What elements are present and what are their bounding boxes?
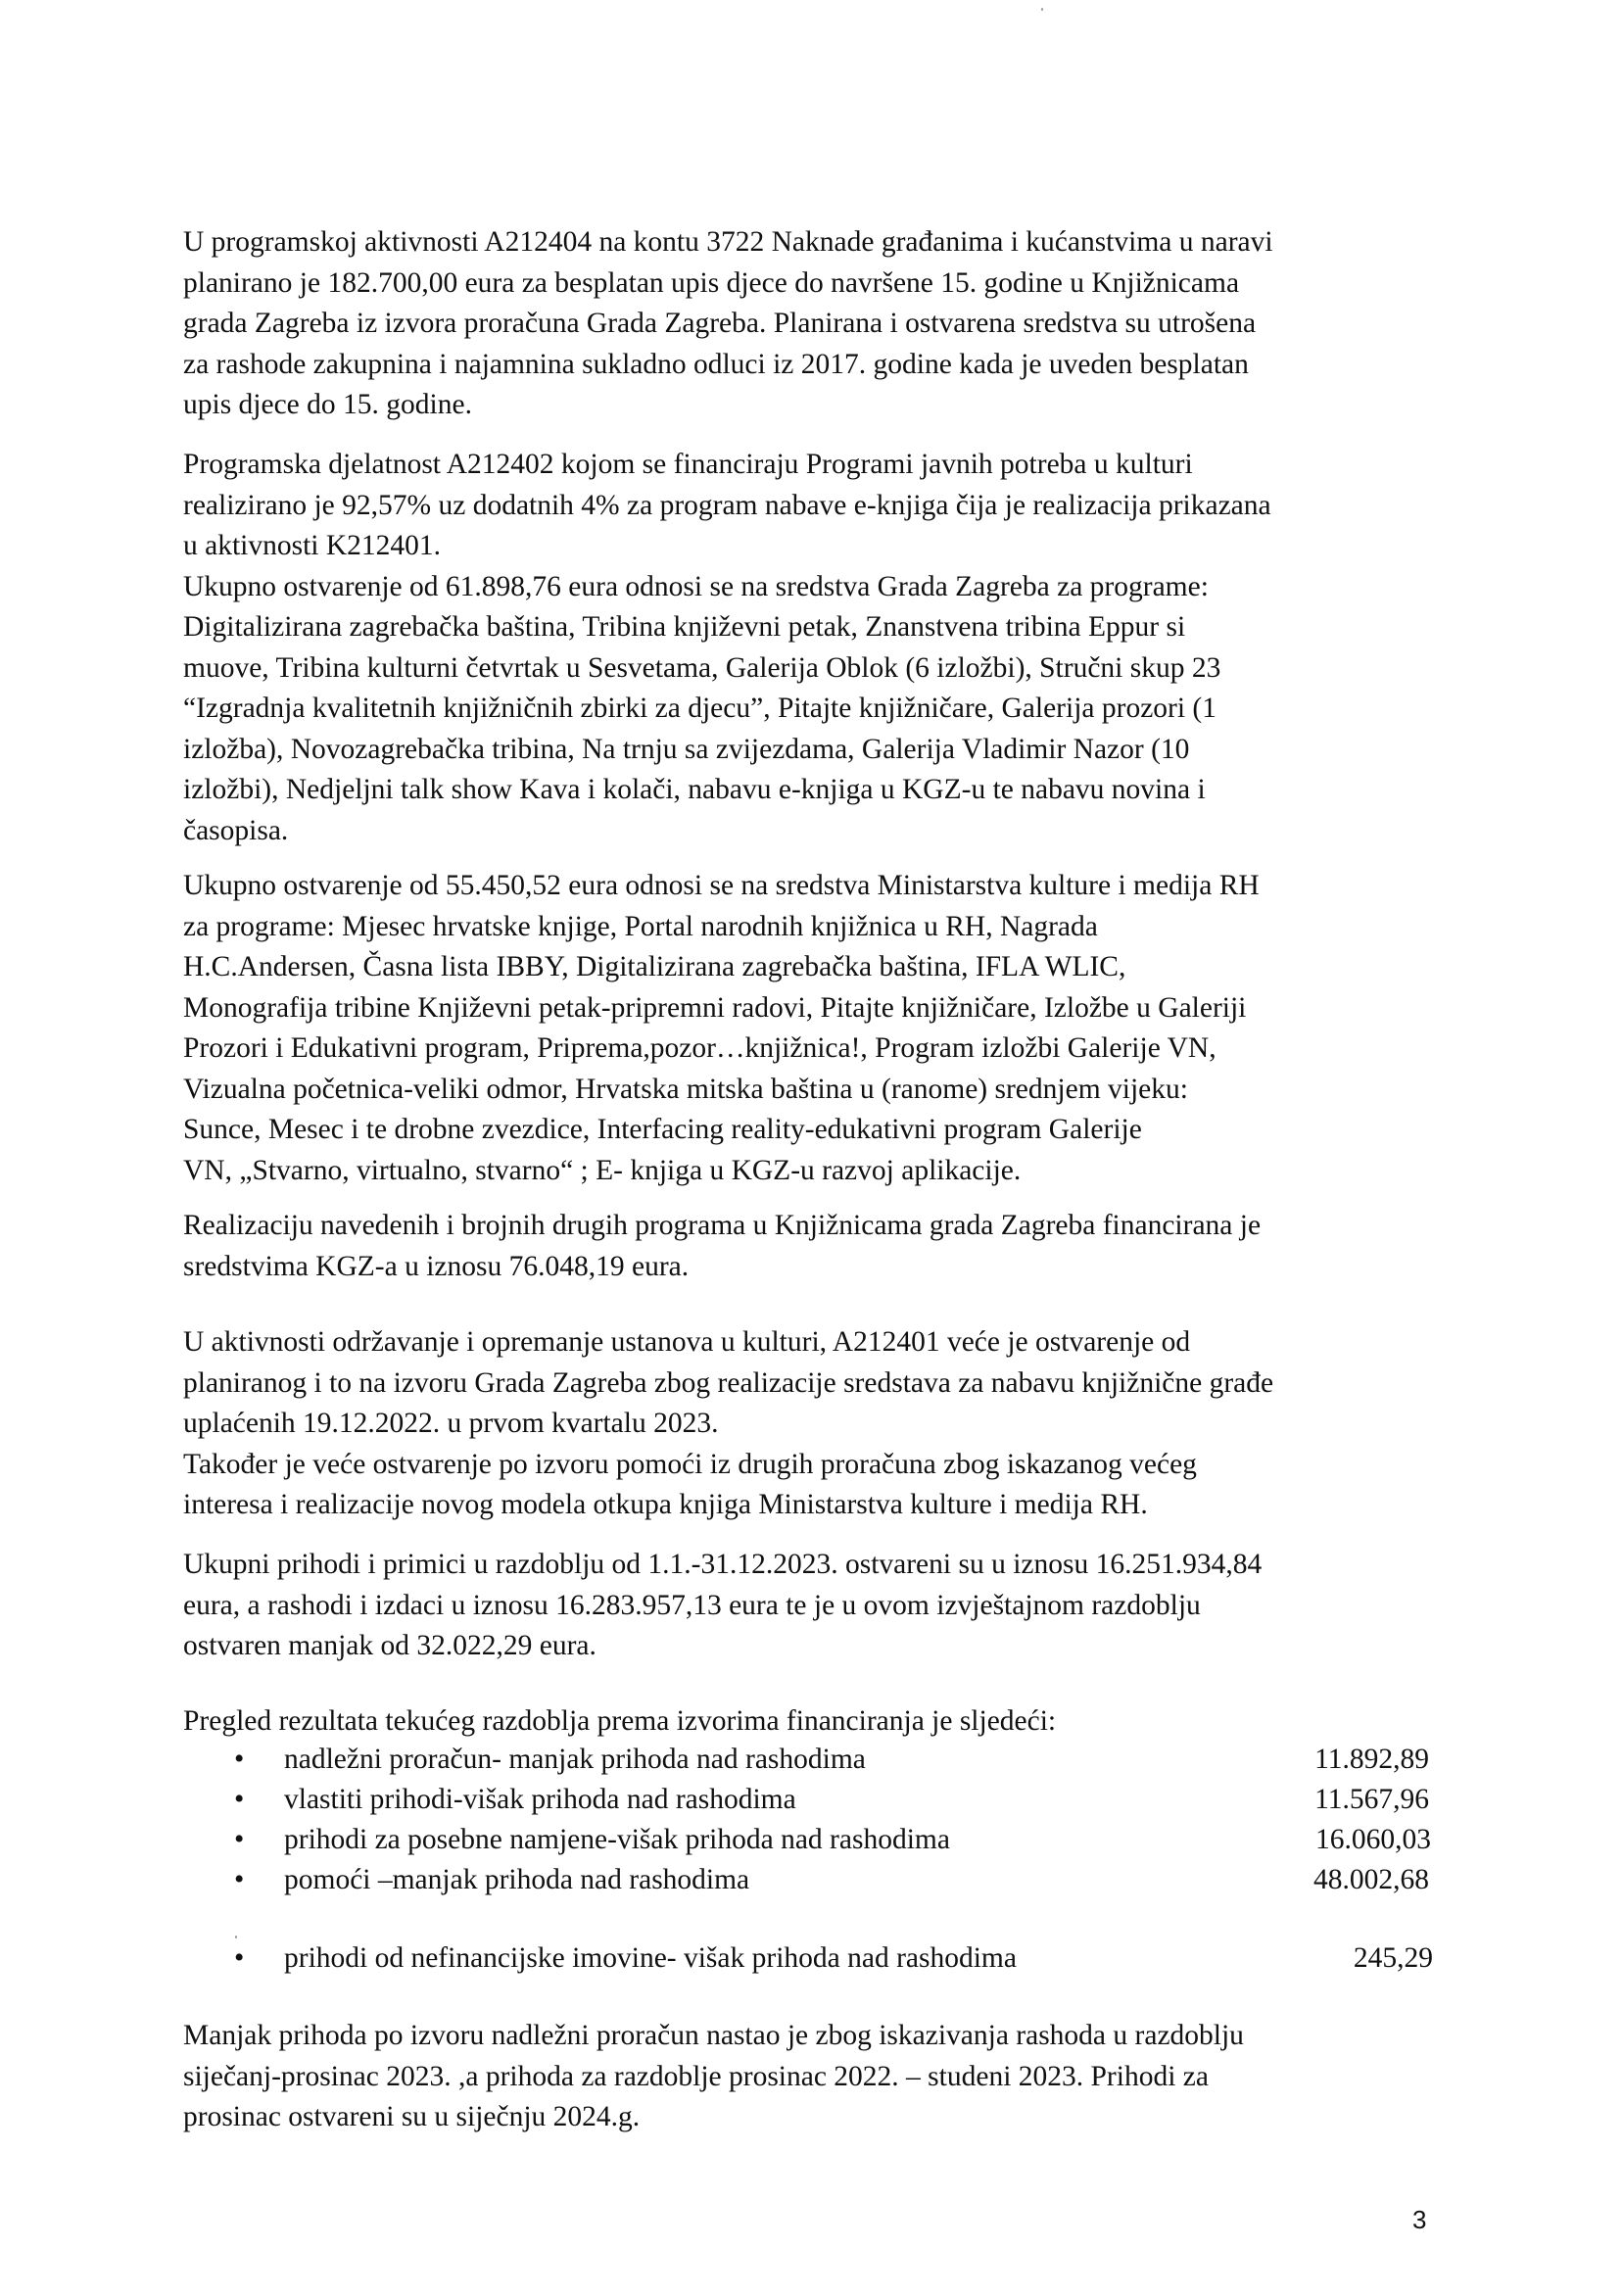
paragraph-6	[183, 1545, 1447, 1667]
text-line: Digitalizirana zagrebačka baština, Tribina književni petak, Znanstvena tribina Eppur si	[183, 611, 1186, 643]
text-line: realizirano je 92,57% uz dodatnih 4% za program nabave e-knjiga čija je realizacija prikazana	[183, 489, 1271, 521]
text-line: uplaćenih 19.12.2022. u prvom kvartalu 2023.	[183, 1408, 719, 1439]
text-line: Sunce, Mesec i te drobne zvezdice, Interfacing reality-edukativni program Galerije	[183, 1114, 1142, 1145]
text-line: planiranog i to na izvoru Grada Zagreba zbog realizacije sredstava za nabavu knjižnične građe	[183, 1366, 1274, 1399]
list-item-amount: 48.002,68	[1313, 1864, 1429, 1895]
text-line: Vizualna početnica-veliki odmor, Hrvatska mitska baština u (ranome) srednjem vijeku:	[183, 1073, 1188, 1105]
bullet-icon: •	[234, 1784, 245, 1815]
text-line: U aktivnosti održavanje i opremanje ustanova u kulturi, A212401 veće je ostvarenje od	[183, 1326, 1191, 1358]
text-line: ostvaren manjak od 32.022,29 eura.	[183, 1630, 596, 1661]
text-line: upis djece do 15. godine.	[183, 389, 472, 420]
list-item-amount: 11.567,96	[1314, 1784, 1429, 1815]
list-item	[183, 1938, 1447, 1980]
list-item-label: vlastiti prihodi-višak prihoda nad rashodima	[284, 1784, 796, 1815]
text-line: Ukupno ostvarenje od 55.450,52 eura odnosi se na sredstva Ministarstva kulture i medija RH	[183, 870, 1260, 901]
text-line: “Izgradnja kvalitetnih knjižničnih zbirki za djecu”, Pitajte knjižničare, Galerija prozori (1	[183, 693, 1216, 724]
text-line: siječanj-prosinac 2023. ,a prihoda za razdoblje prosinac 2022. – studeni 2023. Prihodi za	[183, 2060, 1209, 2092]
text-line: Ukupno ostvarenje od 61.898,76 eura odnosi se na sredstva Grada Zagreba za programe:	[183, 570, 1209, 602]
text-line: eura, a rashodi i izdaci u iznosu 16.283.957,13 eura te je u ovom izvještajnom razdoblju	[183, 1589, 1201, 1621]
paragraph-2	[183, 445, 1447, 851]
list-item	[183, 1780, 1447, 1821]
scan-speck	[1041, 8, 1043, 11]
text-line: Prozori i Edukativni program, Priprema,pozor…knjižnica!, Program izložbi Galerije VN,	[183, 1032, 1216, 1064]
bullet-icon: •	[234, 1942, 245, 1974]
text-line: H.C.Andersen, Časna lista IBBY, Digitalizirana zagrebačka baština, IFLA WLIC,	[183, 951, 1126, 982]
page-number: 3	[1412, 2205, 1427, 2234]
bullet-icon: •	[234, 1824, 245, 1855]
text-line: VN, „Stvarno, virtualno, stvarno“ ; E- knjiga u KGZ-u razvoj aplikacije.	[183, 1154, 1022, 1186]
list-item-label: pomoći –manjak prihoda nad rashodima	[284, 1864, 750, 1895]
closing-paragraph	[183, 2016, 1447, 2138]
text-line: Programska djelatnost A212402 kojom se financiraju Programi javnih potreba u kulturi	[183, 449, 1193, 480]
text-line: za rashode zakupnina i najamnina sukladno odluci iz 2017. godine kada je uveden besplatan	[183, 348, 1249, 380]
text-line: Realizaciju navedenih i brojnih drugih programa u Knjižnicama grada Zagreba financirana je	[183, 1210, 1262, 1241]
text-line: za programe: Mjesec hrvatske knjige, Portal narodnih knjižnica u RH, Nagrada	[183, 910, 1098, 942]
text-line: časopisa.	[183, 814, 289, 846]
list-item-label: prihodi za posebne namjene-višak prihoda nad rashodima	[284, 1824, 950, 1855]
paragraph-7	[183, 1701, 1447, 1743]
paragraph-1	[183, 222, 1447, 426]
text-line: Ukupni prihodi i primici u razdoblju od 1.1.-31.12.2023. ostvareni su u iznosu 16.251.934,84	[183, 1549, 1263, 1580]
text-line: U programskoj aktivnosti A212404 na kontu 3722 Naknade građanima i kućanstvima u naravi	[183, 226, 1273, 258]
text-line: sredstvima KGZ-a u iznosu 76.048,19 eura.	[183, 1250, 690, 1282]
list-item-amount: 245,29	[1353, 1942, 1433, 1974]
list-item	[183, 1820, 1447, 1861]
text-line: Pregled rezultata tekućeg razdoblja prema izvorima financiranja je sljedeći:	[183, 1705, 1057, 1737]
text-line: interesa i realizacije novog modela otkupa knjiga Ministarstva kulture i medija RH.	[183, 1489, 1148, 1520]
text-line: u aktivnosti K212401.	[183, 530, 442, 561]
text-line: planirano je 182.700,00 eura za besplatan upis djece do navršene 15. godine u Knjižnicama	[183, 266, 1240, 299]
text-line: grada Zagreba iz izvora proračuna Grada Zagreba. Planirana i ostvarena sredstva su utrošena	[183, 308, 1257, 339]
text-line: Manjak prihoda po izvoru nadležni proračun nastao je zbog iskazivanja rashoda u razdoblju	[183, 2020, 1244, 2051]
bullet-icon: •	[234, 1864, 245, 1895]
list-item-amount: 16.060,03	[1315, 1824, 1431, 1855]
text-line: izložbi), Nedjeljni talk show Kava i kolači, nabavu e-knjiga u KGZ-u te nabavu novina i	[183, 774, 1206, 805]
text-line: prosinac ostvareni su u siječnju 2024.g.	[183, 2101, 641, 2132]
list-item	[183, 1740, 1447, 1781]
text-line: Monografija tribine Književni petak-pripremni radovi, Pitajte knjižničare, Izložbe u Galeriji	[183, 991, 1247, 1024]
paragraph-4	[183, 1206, 1447, 1287]
paragraph-3	[183, 866, 1447, 1191]
text-line: muove, Tribina kulturni četvrtak u Sesvetama, Galerija Oblok (6 izložbi), Stručni skup 23	[183, 651, 1221, 684]
list-item	[183, 1860, 1447, 1901]
bullet-icon: •	[234, 1744, 245, 1775]
list-item-amount: 11.892,89	[1314, 1744, 1429, 1775]
paragraph-5	[183, 1322, 1447, 1526]
text-line: izložba), Novozagrebačka tribina, Na trnju sa zvijezdama, Galerija Vladimir Nazor (10	[183, 733, 1190, 765]
list-item-label: nadležni proračun- manjak prihoda nad rashodima	[284, 1744, 866, 1775]
text-line: Također je veće ostvarenje po izvoru pomoći iz drugih proračuna zbog iskazanog većeg	[183, 1448, 1197, 1480]
list-item-label: prihodi od nefinancijske imovine- višak prihoda nad rashodima	[284, 1942, 1017, 1974]
